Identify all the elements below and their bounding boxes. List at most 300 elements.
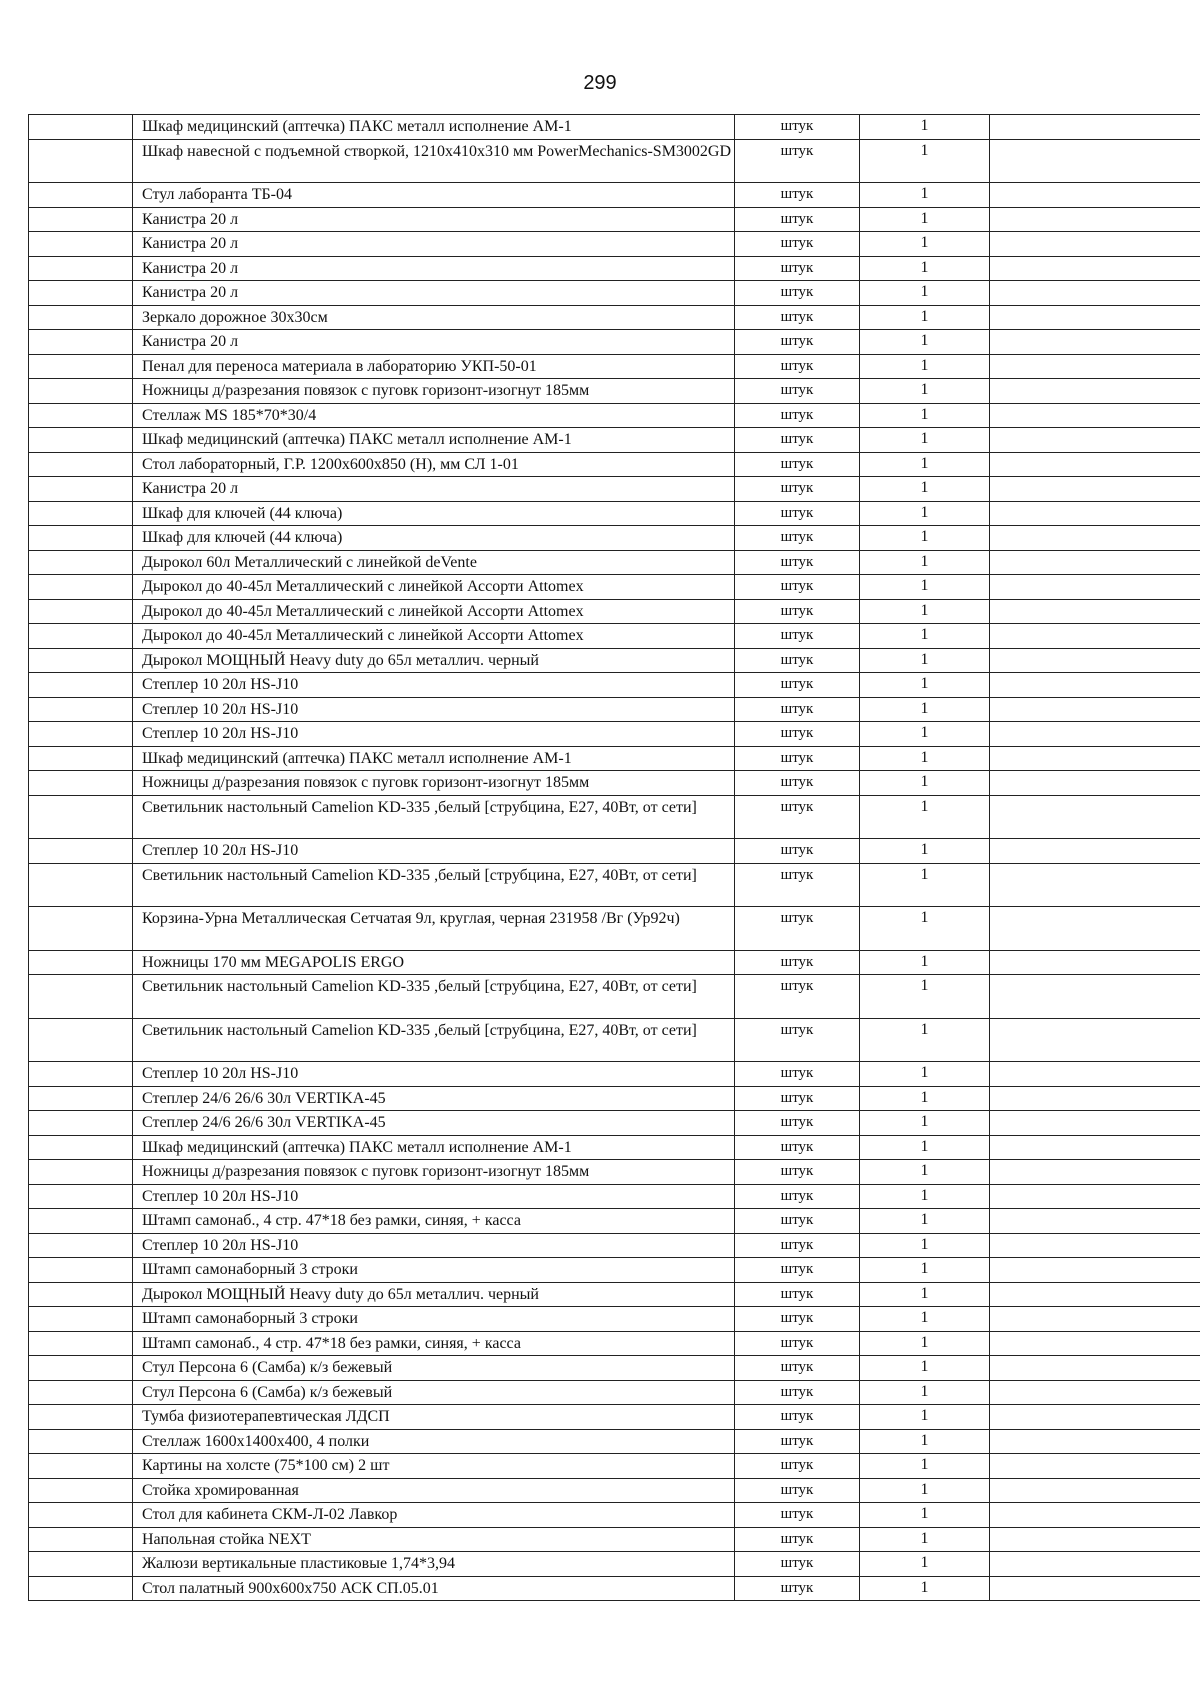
note-cell [990, 1111, 1200, 1136]
row-number-cell [29, 1160, 133, 1185]
item-name-cell [133, 950, 735, 975]
quantity-cell [860, 1405, 990, 1430]
row-number-cell [29, 1018, 133, 1062]
table-row [29, 256, 1200, 281]
unit-cell [735, 1429, 860, 1454]
item-name: Картины на холсте (75*100 см) 2 шт [142, 1457, 390, 1474]
table-row [29, 115, 1200, 140]
quantity-cell [860, 428, 990, 453]
quantity-cell [860, 1135, 990, 1160]
item-name-cell [133, 1429, 735, 1454]
unit-cell [735, 697, 860, 722]
table-row [29, 477, 1200, 502]
note-cell [990, 746, 1200, 771]
item-name: Степлер 10 20л HS-J10 [142, 1236, 299, 1254]
table-row [29, 863, 1200, 907]
note-cell [990, 1331, 1200, 1356]
row-number-cell [29, 1111, 133, 1136]
item-name-cell [133, 839, 735, 864]
quantity-cell [860, 115, 990, 140]
note-cell [990, 624, 1200, 649]
row-number-cell [29, 907, 133, 951]
quantity: 1 [920, 405, 929, 423]
item-name-cell [133, 1062, 735, 1087]
quantity-cell [860, 1086, 990, 1111]
quantity: 1 [920, 141, 929, 159]
quantity: 1 [920, 724, 929, 741]
note-cell [990, 907, 1200, 951]
item-name: Степлер 10 20л HS-J10 [142, 1065, 299, 1082]
quantity: 1 [920, 626, 929, 643]
unit: штук [780, 142, 814, 159]
quantity-cell [860, 526, 990, 551]
row-number-cell [29, 1429, 133, 1454]
unit: штук [780, 1285, 814, 1302]
item-name: Степлер 10 20л HS-J10 [142, 1187, 299, 1205]
quantity: 1 [920, 797, 929, 815]
note-cell [990, 975, 1200, 1019]
quantity-cell [860, 1576, 990, 1601]
row-number-cell [29, 379, 133, 404]
item-name: Пенал для переноса материала в лабораторию УКП-50-01 [142, 357, 537, 375]
quantity: 1 [920, 283, 929, 300]
quantity: 1 [920, 1235, 929, 1253]
row-number-cell [29, 428, 133, 453]
unit: штук [780, 333, 814, 349]
row-number-cell [29, 863, 133, 907]
item-name: Дырокол 60л Металлический с линейкой deVente [142, 553, 477, 571]
note-cell [990, 428, 1200, 453]
table-row [29, 550, 1200, 575]
item-name-cell [133, 1380, 735, 1405]
quantity-cell [860, 1331, 990, 1356]
unit: штук [780, 602, 814, 619]
unit: штук [780, 529, 814, 545]
unit: штук [780, 357, 814, 374]
unit-cell [735, 599, 860, 624]
row-number-cell [29, 1454, 133, 1479]
table-row [29, 183, 1200, 208]
item-name: Степлер 10 20л HS-J10 [142, 842, 299, 859]
quantity: 1 [920, 430, 929, 447]
unit: штук [780, 1408, 814, 1424]
note-cell [990, 1552, 1200, 1577]
quantity-cell [860, 501, 990, 526]
unit-cell [735, 648, 860, 673]
quantity-cell [860, 863, 990, 907]
unit: штук [780, 118, 814, 134]
quantity-cell [860, 1307, 990, 1332]
unit-cell [735, 501, 860, 526]
item-name: Шкаф медицинский (аптечка) ПАКС металл исполнение АМ-1 [142, 118, 572, 135]
quantity: 1 [920, 117, 929, 134]
table-row [29, 330, 1200, 355]
table-row [29, 1111, 1200, 1136]
quantity: 1 [920, 1137, 929, 1155]
quantity: 1 [920, 552, 929, 570]
table-row [29, 281, 1200, 306]
item-name-cell [133, 256, 735, 281]
item-name: Стеллаж MS 185*70*30/4 [142, 406, 317, 424]
table-row [29, 379, 1200, 404]
table-row [29, 354, 1200, 379]
quantity-cell [860, 1111, 990, 1136]
unit-cell [735, 975, 860, 1019]
unit-cell [735, 379, 860, 404]
item-name-cell [133, 1331, 735, 1356]
note-cell [990, 115, 1200, 140]
row-number-cell [29, 975, 133, 1019]
quantity-cell [860, 232, 990, 257]
quantity: 1 [920, 209, 929, 227]
item-name: Канистра 20 л [142, 333, 239, 350]
quantity: 1 [920, 1162, 929, 1179]
quantity-cell [860, 256, 990, 281]
quantity: 1 [920, 1456, 929, 1473]
item-name: Шкаф медицинский (аптечка) ПАКС металл исполнение АМ-1 [142, 1138, 572, 1156]
unit: штук [780, 504, 814, 521]
item-name-cell [133, 330, 735, 355]
quantity-cell [860, 1478, 990, 1503]
item-name: Стол для кабинета СКМ-Л-02 Лавкор [142, 1506, 398, 1523]
table-row [29, 403, 1200, 428]
item-name-cell [133, 575, 735, 600]
unit: штук [780, 455, 814, 472]
unit: штук [780, 842, 814, 858]
unit: штук [780, 1138, 814, 1155]
unit-cell [735, 1331, 860, 1356]
note-cell [990, 1429, 1200, 1454]
unit-cell [735, 1258, 860, 1283]
item-name-cell [133, 697, 735, 722]
row-number-cell [29, 624, 133, 649]
unit: штук [780, 725, 814, 741]
unit: штук [780, 1187, 814, 1204]
quantity-cell [860, 746, 990, 771]
row-number-cell [29, 1135, 133, 1160]
table-row [29, 1086, 1200, 1111]
table-row [29, 1062, 1200, 1087]
quantity: 1 [920, 1113, 929, 1130]
unit-cell [735, 207, 860, 232]
unit-cell [735, 771, 860, 796]
quantity-cell [860, 477, 990, 502]
unit-cell [735, 1209, 860, 1234]
quantity-cell [860, 207, 990, 232]
note-cell [990, 379, 1200, 404]
row-number-cell [29, 1478, 133, 1503]
item-name-cell [133, 1233, 735, 1258]
unit-cell [735, 477, 860, 502]
unit-cell [735, 1135, 860, 1160]
row-number-cell [29, 115, 133, 140]
item-name-cell [133, 1086, 735, 1111]
item-name-cell [133, 648, 735, 673]
quantity: 1 [920, 577, 929, 594]
quantity: 1 [920, 307, 929, 325]
item-name: Шкаф медицинский (аптечка) ПАКС металл исполнение АМ-1 [142, 749, 572, 767]
table-row [29, 648, 1200, 673]
unit-cell [735, 139, 860, 183]
item-name: Шкаф медицинский (аптечка) ПАКС металл исполнение АМ-1 [142, 431, 572, 448]
item-name-cell [133, 1405, 735, 1430]
note-cell [990, 403, 1200, 428]
note-cell [990, 697, 1200, 722]
table-row [29, 1331, 1200, 1356]
table-row [29, 746, 1200, 771]
table-row [29, 1503, 1200, 1528]
row-number-cell [29, 950, 133, 975]
unit: штук [780, 406, 814, 423]
row-number-cell [29, 1527, 133, 1552]
item-name: Напольная стойка NEXT [142, 1530, 311, 1548]
item-name-cell [133, 403, 735, 428]
quantity: 1 [920, 865, 929, 883]
unit-cell [735, 354, 860, 379]
unit-cell [735, 550, 860, 575]
table-row [29, 722, 1200, 747]
note-cell [990, 771, 1200, 796]
item-name-cell [133, 599, 735, 624]
inventory-table [28, 114, 1200, 1601]
quantity-cell [860, 354, 990, 379]
item-name-cell [133, 428, 735, 453]
row-number-cell [29, 1356, 133, 1381]
item-name: Штамп самонаборный 3 строки [142, 1261, 358, 1278]
item-name: Зеркало дорожное 30х30см [142, 308, 328, 326]
unit-cell [735, 1062, 860, 1087]
row-number-cell [29, 1282, 133, 1307]
table-row [29, 575, 1200, 600]
unit-cell [735, 722, 860, 747]
table-row [29, 697, 1200, 722]
row-number-cell [29, 722, 133, 747]
quantity: 1 [920, 258, 929, 276]
item-name-cell [133, 207, 735, 232]
quantity: 1 [920, 699, 929, 717]
table-row [29, 1405, 1200, 1430]
unit: штук [780, 1212, 814, 1228]
note-cell [990, 648, 1200, 673]
item-name-cell [133, 1478, 735, 1503]
quantity: 1 [920, 1505, 929, 1522]
table-row [29, 1356, 1200, 1381]
table-row [29, 452, 1200, 477]
item-name: Канистра 20 л [142, 480, 239, 497]
row-number-cell [29, 839, 133, 864]
unit-cell [735, 950, 860, 975]
table-row [29, 1478, 1200, 1503]
item-name: Ножницы д/разрезания повязок с пуговк горизонт-изогнут 185мм [142, 774, 590, 791]
unit: штук [780, 431, 814, 447]
quantity-cell [860, 1258, 990, 1283]
row-number-cell [29, 139, 133, 183]
item-name-cell [133, 673, 735, 698]
quantity-cell [860, 648, 990, 673]
unit: штук [780, 700, 814, 717]
quantity-cell [860, 139, 990, 183]
row-number-cell [29, 1405, 133, 1430]
unit-cell [735, 330, 860, 355]
quantity: 1 [920, 234, 929, 251]
item-name-cell [133, 1160, 735, 1185]
item-name-cell [133, 1552, 735, 1577]
item-name: Тумба физиотерапевтическая ЛДСП [142, 1408, 390, 1425]
item-name-cell [133, 477, 735, 502]
unit: штук [780, 1555, 814, 1571]
quantity-cell [860, 575, 990, 600]
quantity-cell [860, 1209, 990, 1234]
unit-cell [735, 428, 860, 453]
unit-cell [735, 115, 860, 140]
row-number-cell [29, 1503, 133, 1528]
item-name: Степлер 24/6 26/6 30л VERTIKA-45 [142, 1089, 386, 1107]
item-name: Шкаф для ключей (44 ключа) [142, 504, 343, 522]
unit: штук [780, 1021, 814, 1038]
quantity-cell [860, 1160, 990, 1185]
row-number-cell [29, 207, 133, 232]
table-row [29, 526, 1200, 551]
unit: штук [780, 186, 814, 202]
unit-cell [735, 863, 860, 907]
row-number-cell [29, 452, 133, 477]
unit: штук [780, 553, 814, 570]
unit-cell [735, 403, 860, 428]
item-name-cell [133, 1018, 735, 1062]
unit: штук [780, 798, 814, 815]
row-number-cell [29, 1258, 133, 1283]
item-name-cell [133, 139, 735, 183]
quantity-cell [860, 403, 990, 428]
table-row [29, 1209, 1200, 1234]
unit: штук [780, 480, 814, 496]
note-cell [990, 1209, 1200, 1234]
row-number-cell [29, 1552, 133, 1577]
quantity-cell [860, 330, 990, 355]
row-number-cell [29, 526, 133, 551]
item-name-cell [133, 975, 735, 1019]
quantity: 1 [920, 773, 929, 790]
note-cell [990, 1576, 1200, 1601]
item-name-cell [133, 1527, 735, 1552]
row-number-cell [29, 501, 133, 526]
note-cell [990, 526, 1200, 551]
note-cell [990, 501, 1200, 526]
item-name: Стул лаборанта ТБ-04 [142, 186, 292, 203]
quantity: 1 [920, 503, 929, 521]
item-name-cell [133, 863, 735, 907]
quantity-cell [860, 1062, 990, 1087]
quantity: 1 [920, 332, 929, 349]
row-number-cell [29, 354, 133, 379]
table-row [29, 1527, 1200, 1552]
unit-cell [735, 281, 860, 306]
unit-cell [735, 1307, 860, 1332]
row-number-cell [29, 1062, 133, 1087]
table-row [29, 1184, 1200, 1209]
quantity-cell [860, 975, 990, 1019]
quantity-cell [860, 305, 990, 330]
item-name: Штамп самонаб., 4 стр. 47*18 без рамки, синяя, + касса [142, 1334, 521, 1352]
item-name: Стеллаж 1600х1400х400, 4 полки [142, 1432, 370, 1450]
item-name-cell [133, 501, 735, 526]
note-cell [990, 183, 1200, 208]
item-name: Шкаф для ключей (44 ключа) [142, 529, 343, 546]
note-cell [990, 839, 1200, 864]
unit: штук [780, 210, 814, 227]
unit: штук [780, 382, 814, 398]
unit-cell [735, 1184, 860, 1209]
quantity: 1 [920, 1088, 929, 1106]
item-name-cell [133, 1209, 735, 1234]
note-cell [990, 256, 1200, 281]
item-name: Штамп самонаборный 3 строки [142, 1310, 358, 1327]
item-name: Степлер 10 20л HS-J10 [142, 676, 299, 693]
unit-cell [735, 1503, 860, 1528]
row-number-cell [29, 281, 133, 306]
item-name: Дырокол МОЩНЫЙ Heavy duty до 65л металлич. черный [142, 651, 539, 669]
item-name: Канистра 20 л [142, 235, 239, 252]
row-number-cell [29, 256, 133, 281]
inventory-table-body [29, 115, 1200, 1601]
note-cell [990, 477, 1200, 502]
table-row [29, 907, 1200, 951]
item-name: Ножницы 170 мм MEGAPOLIS ERGO [142, 953, 405, 971]
item-name-cell [133, 1356, 735, 1381]
unit-cell [735, 624, 860, 649]
item-name: Светильник настольный Camelion KD-335 ,белый [струбцина, E27, 40Вт, от сети] [142, 978, 697, 995]
quantity-cell [860, 697, 990, 722]
item-name: Ножницы д/разрезания повязок с пуговк горизонт-изогнут 185мм [142, 382, 590, 399]
item-name: Степлер 10 20л HS-J10 [142, 700, 299, 718]
unit-cell [735, 1018, 860, 1062]
unit-cell [735, 673, 860, 698]
quantity-cell [860, 452, 990, 477]
quantity: 1 [920, 528, 929, 545]
unit: штук [780, 1481, 814, 1498]
unit: штук [780, 1089, 814, 1106]
item-name-cell [133, 1184, 735, 1209]
item-name-cell [133, 907, 735, 951]
item-name: Светильник настольный Camelion KD-335 ,белый [струбцина, E27, 40Вт, от сети] [142, 1021, 697, 1039]
item-name-cell [133, 1307, 735, 1332]
item-name: Дырокол МОЩНЫЙ Heavy duty до 65л металлич. черный [142, 1285, 539, 1303]
unit-cell [735, 575, 860, 600]
note-cell [990, 1018, 1200, 1062]
quantity-cell [860, 1233, 990, 1258]
row-number-cell [29, 305, 133, 330]
table-row [29, 673, 1200, 698]
unit-cell [735, 1478, 860, 1503]
unit-cell [735, 1527, 860, 1552]
item-name: Шкаф навесной с подъемной створкой, 1210х410х310 мм PowerMechanics-SM3002GD [142, 142, 732, 160]
quantity-cell [860, 550, 990, 575]
table-row [29, 1233, 1200, 1258]
unit: штук [780, 1359, 814, 1375]
item-name: Стол палатный 900х600х750 АСК СП.05.01 [142, 1579, 439, 1597]
note-cell [990, 1380, 1200, 1405]
quantity: 1 [920, 1529, 929, 1547]
unit: штук [780, 1236, 814, 1253]
quantity: 1 [920, 356, 929, 374]
quantity-cell [860, 379, 990, 404]
note-cell [990, 354, 1200, 379]
table-row [29, 599, 1200, 624]
item-name-cell [133, 305, 735, 330]
unit: штук [780, 1334, 814, 1351]
quantity: 1 [920, 952, 929, 970]
quantity-cell [860, 1184, 990, 1209]
